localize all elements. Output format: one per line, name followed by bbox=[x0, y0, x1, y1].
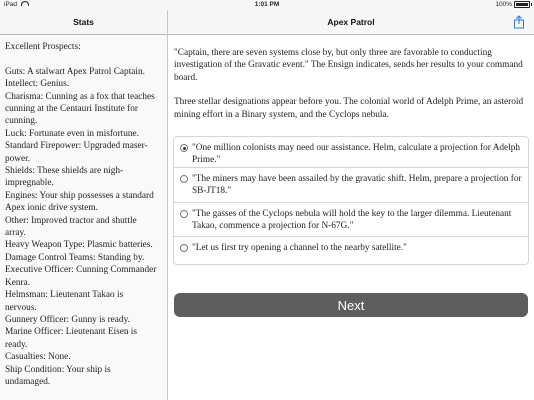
stat-line: Apex ionic drive system. bbox=[5, 203, 98, 214]
story-text bbox=[168, 47, 534, 121]
choice-option[interactable] bbox=[174, 168, 528, 203]
stat-line: cunning. bbox=[5, 116, 38, 127]
stats-content[interactable] bbox=[0, 35, 167, 388]
stat-line: ready. bbox=[5, 339, 28, 350]
stats-nav-bar bbox=[0, 10, 167, 35]
stat-line: Guts: A stalwart Apex Patrol Captain. bbox=[5, 66, 145, 77]
story-paragraph: "Captain, there are seven systems close by, but only three are favorable to conducting investigation of the Gravatic event." The Ensign indicates, sends her results to your command board. bbox=[174, 48, 523, 83]
stat-line: cunning at the Centauri Institute for bbox=[5, 104, 138, 115]
story-title: Apex Patrol bbox=[327, 17, 375, 27]
stat-line: Heavy Weapon Type: Plasmic batteries. bbox=[5, 240, 153, 251]
stat-line: Casualties: None. bbox=[5, 352, 71, 363]
stat-line: undamaged. bbox=[5, 376, 51, 387]
stat-line: Kenra. bbox=[5, 277, 31, 288]
choice-option[interactable] bbox=[174, 137, 528, 168]
choice-text: "One million colonists may need our assistance. Helm, calculate a projection for Adelph Prime." bbox=[192, 143, 521, 166]
stat-line: Engines: Your ship possesses a standard bbox=[5, 190, 154, 201]
next-button[interactable]: Next bbox=[174, 293, 528, 317]
choice-option[interactable] bbox=[174, 237, 528, 264]
stat-line: Luck: Fortunate even in misfortune. bbox=[5, 128, 139, 139]
carrier-text: iPad bbox=[4, 1, 18, 8]
story-nav-bar bbox=[168, 10, 534, 35]
status-bar bbox=[0, 0, 534, 10]
story-paragraph: Three stellar designations appear before you. The colonial world of Adelph Prime, an asteroid mining effort in a Binary system, and the Cyclops nebula. bbox=[174, 97, 524, 120]
stat-line: Shields: These shields are nigh- bbox=[5, 166, 124, 177]
radio-icon[interactable] bbox=[180, 175, 188, 183]
choice-text: "Let us first try opening a channel to the nearby satellite." bbox=[192, 243, 407, 253]
radio-icon[interactable] bbox=[180, 210, 188, 218]
stat-line: Intellect: Genius. bbox=[5, 79, 70, 90]
share-icon[interactable] bbox=[513, 15, 525, 29]
stats-heading: Excellent Prospects: bbox=[5, 42, 81, 52]
stat-line: Gunnery Officer: Gunny is ready. bbox=[5, 314, 130, 325]
stat-line: Marine Officer: Lieutenant Eisen is bbox=[5, 327, 138, 338]
stats-title: Stats bbox=[73, 17, 94, 27]
radio-selected-icon[interactable] bbox=[180, 144, 188, 152]
stat-line: Damage Control Teams: Standing by. bbox=[5, 252, 145, 263]
choice-option[interactable] bbox=[174, 203, 528, 237]
stat-line: Executive Officer: Cunning Commander bbox=[5, 265, 157, 276]
stat-line: power. bbox=[5, 153, 31, 164]
stat-line: Other: Improved tractor and shuttle bbox=[5, 215, 137, 226]
stat-line: Helmsman: Lieutenant Takao is bbox=[5, 290, 124, 301]
choice-text: "The miners may have been assailed by the gravatic shift. Helm, prepare a projection for SB-JT18." bbox=[192, 174, 522, 197]
battery-percent: 100% bbox=[495, 1, 512, 8]
stat-line: Standard Firepower: Upgraded maser- bbox=[5, 141, 148, 152]
stat-line: nervous. bbox=[5, 302, 37, 313]
choice-list bbox=[173, 136, 529, 265]
stats-panel[interactable] bbox=[0, 10, 168, 400]
stat-line: impregnable. bbox=[5, 178, 54, 189]
choice-text: "The gasses of the Cyclops nebula will hold the key to the larger dilemma. Lieutenant Takao, commence a projection for N-67G." bbox=[192, 209, 512, 232]
battery-status bbox=[495, 1, 530, 8]
stat-line: array. bbox=[5, 228, 26, 239]
battery-icon bbox=[514, 1, 530, 8]
stat-line: Ship Condition: Your ship is bbox=[5, 364, 111, 375]
clock: 1:01 PM bbox=[254, 1, 280, 8]
stats-list bbox=[5, 66, 162, 389]
stat-line: Charisma: Cunning as a fox that teaches bbox=[5, 91, 155, 102]
radio-icon[interactable] bbox=[180, 244, 188, 252]
